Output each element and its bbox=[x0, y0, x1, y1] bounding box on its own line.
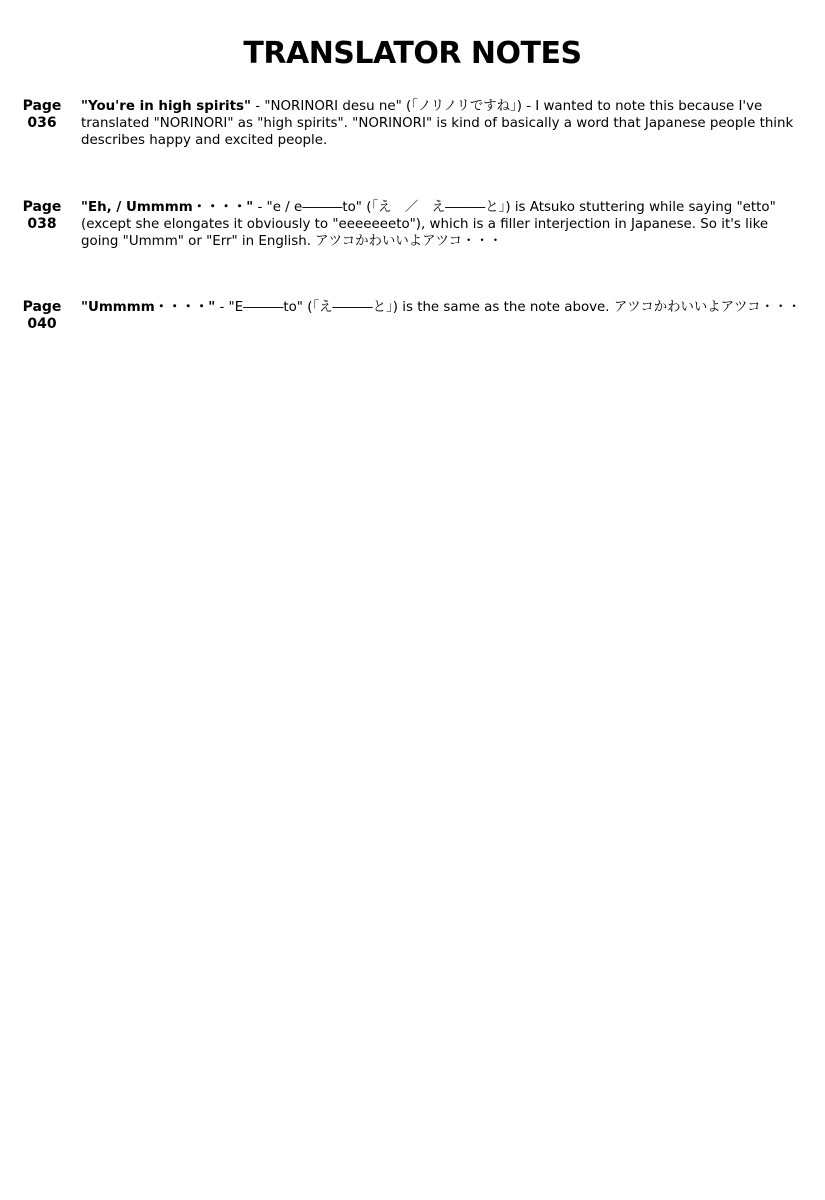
note-body bbox=[81, 199, 807, 250]
page-reference bbox=[22, 299, 62, 333]
translator-note bbox=[22, 199, 812, 250]
note-text: - "E―――to" (「え―――と」) is the same as the note above. アツコかわいいよアツコ・・・ bbox=[215, 300, 801, 315]
page-number: 040 bbox=[27, 316, 57, 332]
page-word: Page bbox=[22, 299, 62, 315]
translator-note bbox=[22, 299, 812, 333]
note-body bbox=[81, 299, 807, 316]
note-body bbox=[81, 98, 807, 149]
translator-note bbox=[22, 98, 812, 149]
page-title: TRANSLATOR NOTES bbox=[243, 36, 582, 71]
page-word: Page bbox=[22, 98, 62, 114]
page-reference bbox=[22, 199, 62, 233]
page-number: 038 bbox=[27, 216, 57, 232]
page-number: 036 bbox=[27, 115, 57, 131]
note-text: - "e / e―――to" (「え ／ え―――と」) is Atsuko stuttering while saying "etto" (except she elongates it obviously to "eeeeeeeto"), which is a filler interjection in Japanese. So it's like going "Ummm" or "Err" in English. アツコかわいいよアツコ・・・ bbox=[81, 200, 776, 249]
note-text: - "NORINORI desu ne" (「ノリノリですね」) - I wanted to note this because I've translated "NORINORI" as "high spirits". "NORINORI" is kind of basically a word that Japanese people think describes happy and excited people. bbox=[81, 99, 794, 148]
note-phrase: "Ummmm・・・・" bbox=[81, 300, 216, 315]
note-phrase: "Eh, / Ummmm・・・・" bbox=[81, 200, 254, 215]
page-word: Page bbox=[22, 199, 62, 215]
note-phrase: "You're in high spirits" bbox=[81, 99, 251, 114]
page-reference bbox=[22, 98, 62, 132]
